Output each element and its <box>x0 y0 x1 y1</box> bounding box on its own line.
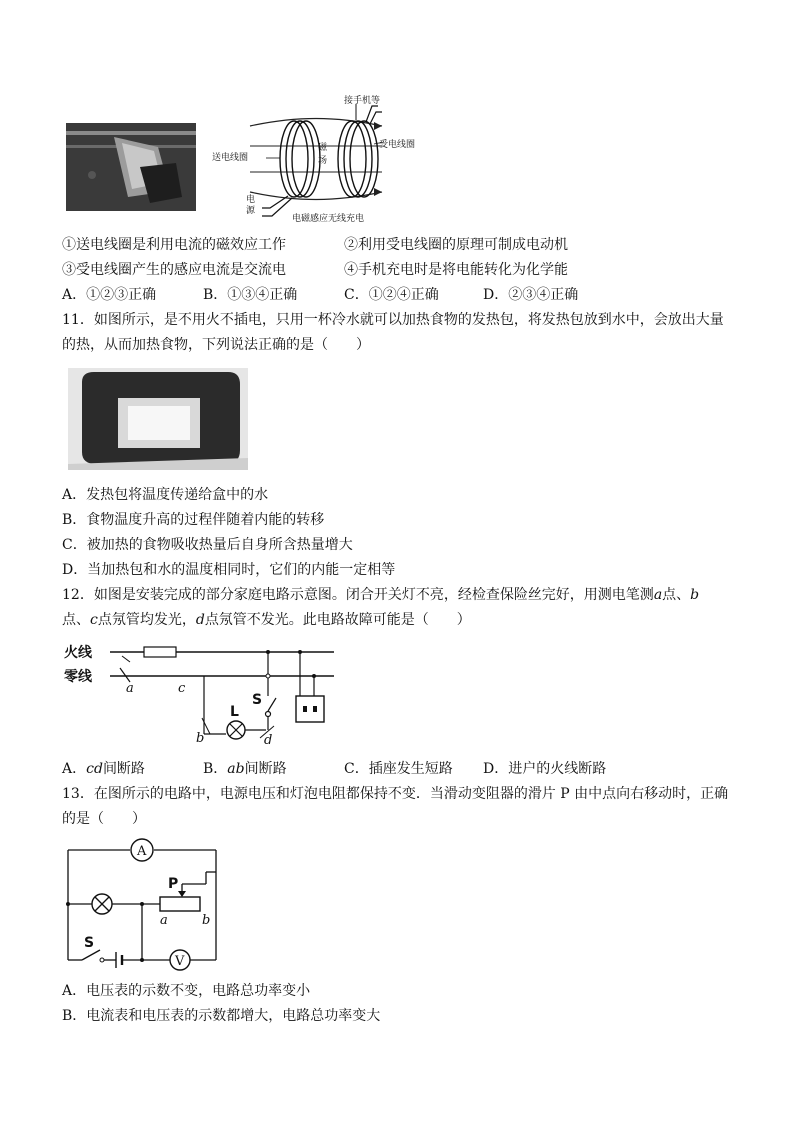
var-c: c <box>90 612 98 628</box>
q11-stem-line1: 11．如图所示，是不用火不插电，只用一杯冷水就可以加热食物的发热包，将发热包放到水中，会放出大量 <box>62 312 724 328</box>
slider-label: P <box>168 876 179 892</box>
label-live-wire: 火线 <box>64 645 92 661</box>
q12-stem-text: 点、 <box>662 587 691 603</box>
var-b: b <box>690 587 700 603</box>
label-receive-coil: 受电线圈 <box>379 140 416 150</box>
label-switch: S <box>252 692 263 708</box>
q12-stem-line1 <box>62 585 699 605</box>
q13-option-a[interactable]: A．电压表的示数不变，电路总功率变小 <box>62 983 311 999</box>
statement-1: ①送电线圈是利用电流的磁效应工作 <box>62 237 286 253</box>
q12-option-a[interactable] <box>62 759 145 779</box>
label-connect-phone: 接手机等 <box>344 96 381 106</box>
voltmeter-label: V <box>175 954 185 969</box>
q11-option-b[interactable]: B．食物温度升高的过程伴随着内能的转移 <box>62 512 325 528</box>
option-label: B． <box>203 761 228 777</box>
q13-stem-line1: 13．在图所示的电路中，电源电压和灯泡电阻都保持不变．当滑动变阻器的滑片 P 由中点向右移动时，正确 <box>62 786 729 802</box>
statement-2: ②利用受电线圈的原理可制成电动机 <box>344 237 568 253</box>
q12-option-d[interactable]: D．进户的火线断路 <box>483 761 607 777</box>
wireless-charging-diagram <box>206 92 422 224</box>
q12-stem-line2 <box>62 610 471 630</box>
label-point-b: b <box>196 731 205 746</box>
switch-label: S <box>84 935 95 951</box>
label-power-2: 源 <box>246 206 256 216</box>
q10-option-a[interactable]: A．①②③正确 <box>62 287 157 303</box>
statement-3: ③受电线圈产生的感应电流是交流电 <box>62 262 286 278</box>
ammeter-label: A <box>137 844 147 859</box>
phone-charging-photo <box>66 123 196 211</box>
slider-circuit-diagram <box>62 836 222 972</box>
q13-stem-line2: 的是（ ） <box>62 811 146 827</box>
home-circuit-diagram <box>64 638 354 748</box>
option-text: 间断路 <box>244 761 287 777</box>
label-point-d: d <box>264 733 273 748</box>
option-label: A． <box>62 761 87 777</box>
q12-stem-text: 点、 <box>62 612 90 628</box>
label-neutral-wire: 零线 <box>64 669 92 685</box>
label-point-c: c <box>178 681 186 696</box>
label-field-1: 磁 <box>318 143 328 153</box>
label-power-1: 电 <box>246 195 256 205</box>
label-send-coil: 送电线圈 <box>212 153 249 163</box>
figure-caption: 电磁感应无线充电 <box>292 214 365 224</box>
label-field-2: 场 <box>318 156 328 166</box>
q10-option-b[interactable]: B．①③④正确 <box>203 287 298 303</box>
option-text: 间断路 <box>102 761 145 777</box>
statement-4: ④手机充电时是将电能转化为化学能 <box>344 262 568 278</box>
q12-stem-text: 12．如图是安装完成的部分家庭电路示意图。闭合开关灯不亮，经检查保险丝完好，用测电笔测 <box>62 587 654 603</box>
heating-pack-photo <box>68 368 248 470</box>
q13-option-b[interactable]: B．电流表和电压表的示数都增大，电路总功率变大 <box>62 1008 381 1024</box>
label-lamp: L <box>230 704 239 720</box>
q12-stem-text: 点氖管不发光。此电路故障可能是（ ） <box>204 612 471 628</box>
var-a: a <box>653 587 663 603</box>
q12-stem-text: 点氖管均发光， <box>97 612 196 628</box>
var-d: d <box>195 612 205 628</box>
q10-option-d[interactable]: D．②③④正确 <box>483 287 579 303</box>
label-point-a: a <box>126 681 134 696</box>
q11-option-c[interactable]: C．被加热的食物吸收热量后自身所含热量增大 <box>62 537 353 553</box>
q12-option-b[interactable] <box>203 759 287 779</box>
q11-stem-line2: 的热，从而加热食物，下列说法正确的是（ ） <box>62 337 370 353</box>
option-var: ab <box>227 761 245 777</box>
q10-option-c[interactable]: C．①②④正确 <box>344 287 439 303</box>
option-var: cd <box>86 761 103 777</box>
rheostat-end-a: a <box>160 913 168 928</box>
q11-option-d[interactable]: D．当加热包和水的温度相同时，它们的内能一定相等 <box>62 562 396 578</box>
q12-option-c[interactable]: C．插座发生短路 <box>344 761 453 777</box>
rheostat-end-b: b <box>202 913 211 928</box>
q11-option-a[interactable]: A．发热包将温度传递给盒中的水 <box>62 487 269 503</box>
